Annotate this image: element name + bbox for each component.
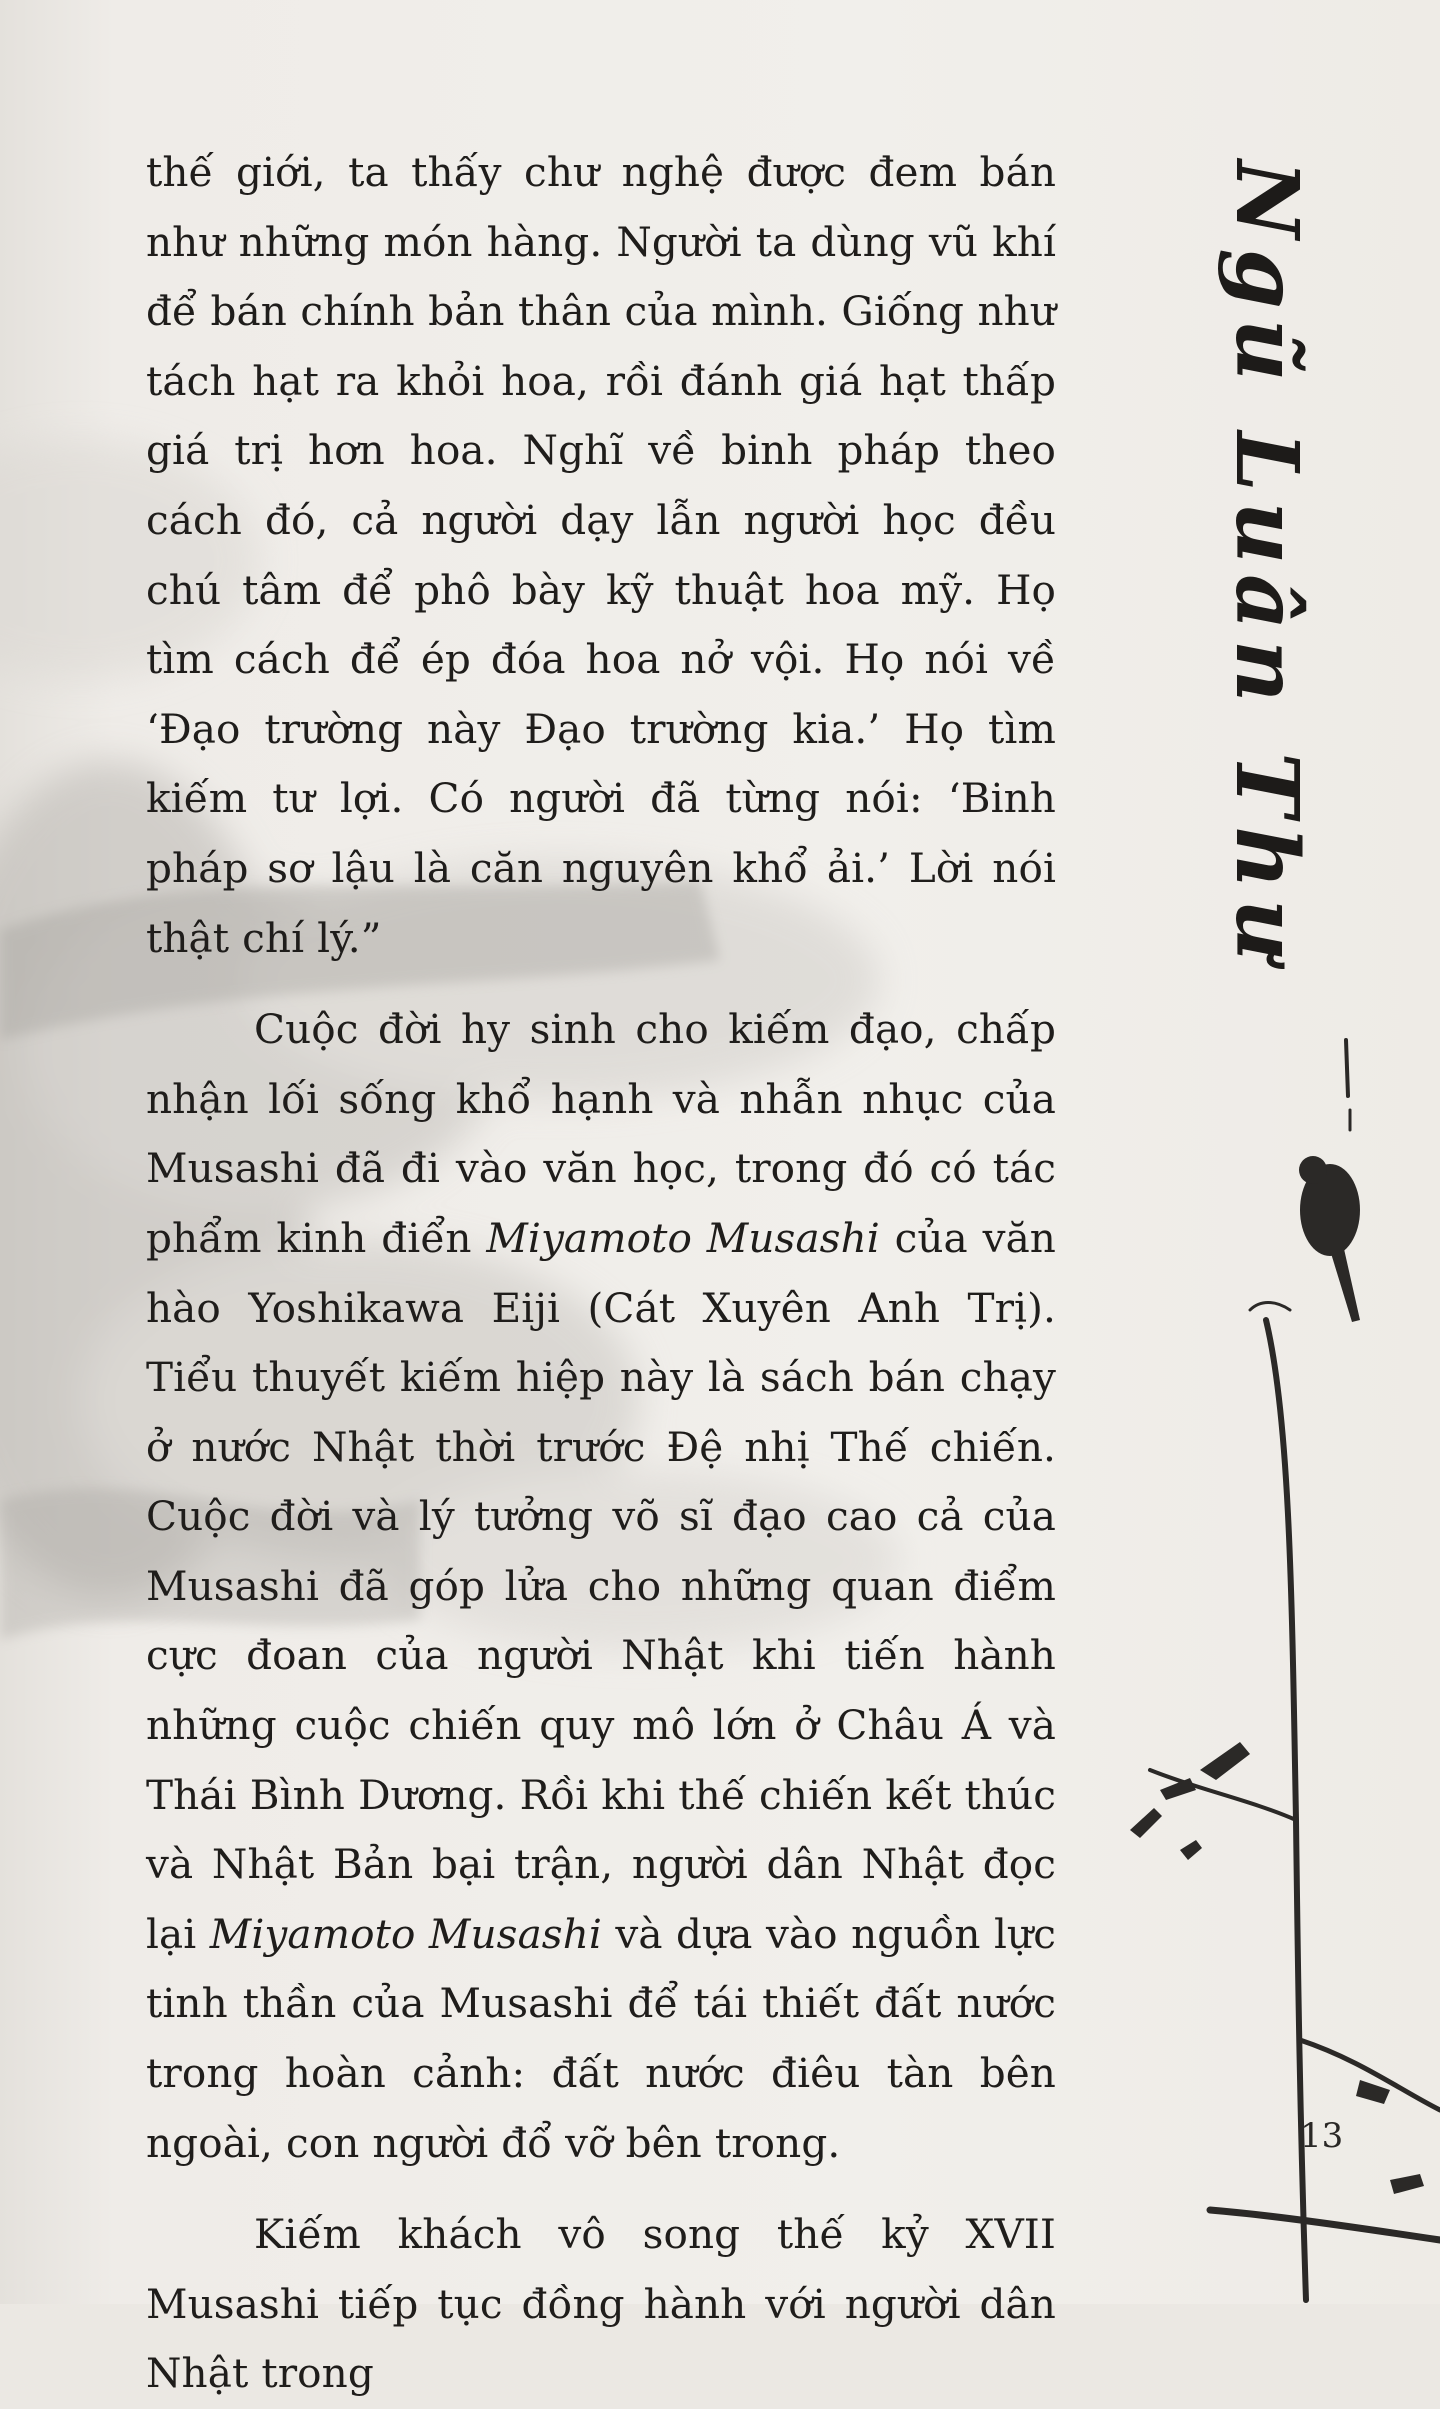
paragraph-musashi-literature (146, 995, 1056, 2178)
paragraph-continuation: thế giới, ta thấy chư nghệ được đem bán như những món hàng. Người ta dùng vũ khí để bán chính bản thân của mình. Giống như tách hạt ra khỏi hoa, rồi đánh giá hạt thấp giá trị hơn hoa. Nghĩ về binh pháp theo cách đó, cả người dạy lẫn người học đều chú tâm để phô bày kỹ thuật hoa mỹ. Họ tìm cách để ép đóa hoa nở vội. Họ nói về ‘Đạo trường này Đạo trường kia.’ Họ tìm kiếm tư lợi. Có người đã từng nói: ‘Binh pháp sơ lậu là căn nguyên khổ ải.’ Lời nói thật chí lý.” (146, 148, 1056, 962)
paragraph-text: Cuộc đời hy sinh cho kiếm đạo, chấp nhận lối sống khổ hạnh và nhẫn nhục của Musashi đã đi vào văn học, trong đó có tác phẩm kinh điển (146, 1005, 1056, 1262)
paragraph-text: của văn hào Yoshikawa Eiji (Cát Xuyên Anh Trị). Tiểu thuyết kiếm hiệp này là sách bán chạy ở nước Nhật thời trước Đệ nhị Thế chiến. Cuộc đời và lý tưởng võ sĩ đạo cao cả của Musashi đã góp lửa cho những quan điểm cực đoan của người Nhật khi tiến hành những cuộc chiến quy mô lớn ở Châu Á và Thái Bình Dương. Rồi khi thế chiến kết thúc và Nhật Bản bại trận, người dân Nhật đọc lại (146, 1213, 1056, 1958)
side-title: Ngũ Luân Thư (1216, 160, 1317, 972)
book-title-italic: Miyamoto Musashi (209, 1909, 602, 1958)
page-number: 13 (1300, 2116, 1344, 2156)
book-title-italic: Miyamoto Musashi (486, 1213, 880, 1262)
body-text (146, 138, 1056, 2409)
paragraph-continues: Kiếm khách vô song thế kỷ XVII Musashi tiếp tục đồng hành với người dân Nhật trong (146, 2210, 1056, 2398)
bird-on-branch-illustration (1060, 1000, 1440, 2304)
paragraph-text: và dựa vào nguồn lực tinh thần của Musashi để tái thiết đất nước trong hoàn cảnh: đất nước điêu tàn bên ngoài, con người đổ vỡ bên trong. (146, 1909, 1057, 2167)
